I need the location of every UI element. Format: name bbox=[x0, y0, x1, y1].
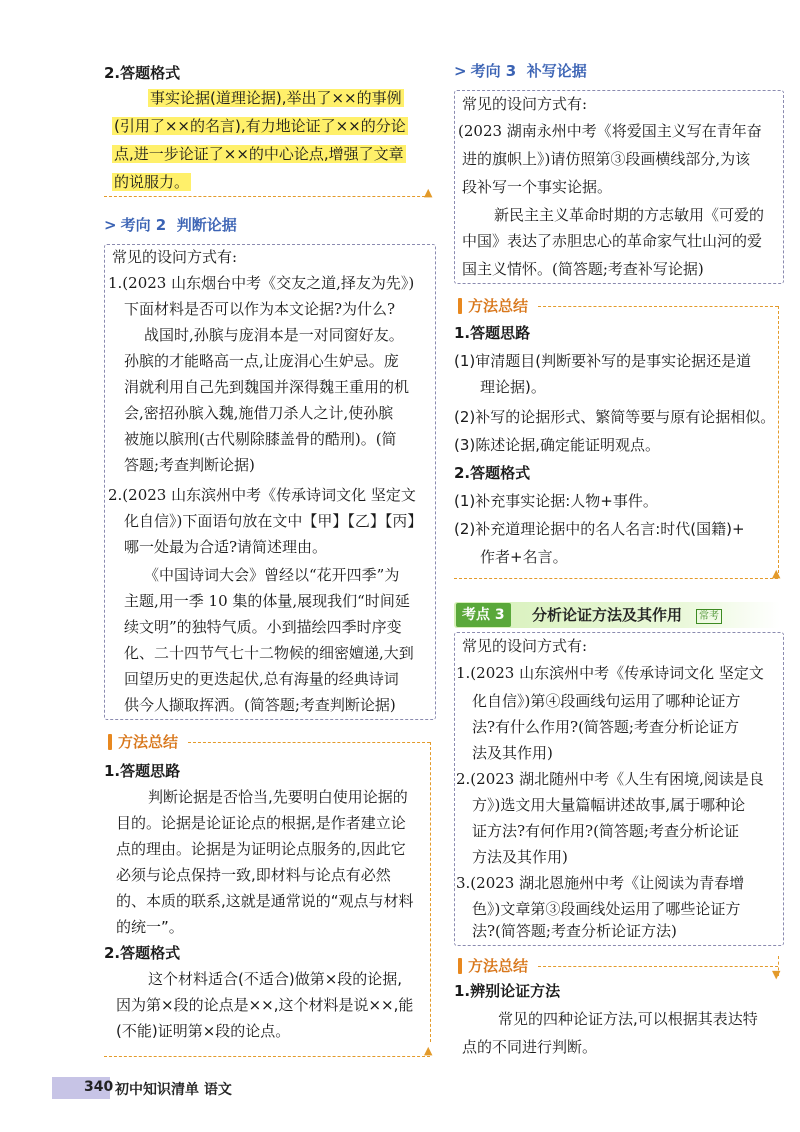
method-bar-icon bbox=[458, 298, 462, 314]
method-heading: 1.答题思路 bbox=[454, 324, 531, 342]
method-line: 作者+名言。 bbox=[480, 548, 568, 566]
q1-line: 孙膑的才能略高一点,让庞涓心生妒忌。庞 bbox=[124, 352, 399, 370]
method-line: 的、本质的联系,这就是通常说的“观点与材料 bbox=[116, 892, 414, 910]
method-line: 判断论据是否恰当,先要明白使用论据的 bbox=[148, 788, 408, 806]
method-line: (不能)证明第×段的论点。 bbox=[116, 1022, 291, 1040]
method-line: 因为第×段的论点是××,这个材料是说××,能 bbox=[116, 996, 414, 1014]
q-line: 2.(2023 湖北随州中考《人生有困境,阅读是良 bbox=[456, 770, 764, 788]
method-bar-icon bbox=[458, 958, 462, 974]
q1-line: 答题;考查判断论据) bbox=[124, 456, 255, 474]
q1-line: 战国时,孙膑与庞涓本是一对同窗好友。 bbox=[144, 326, 404, 344]
method-line: 目的。论据是论证论点的根据,是作者建立论 bbox=[116, 814, 406, 832]
question-intro: 常见的设问方式有: bbox=[462, 637, 588, 655]
chevron-right-icon: > bbox=[104, 216, 117, 234]
method-bar-icon bbox=[108, 734, 112, 750]
q-line: 1.(2023 山东滨州中考《传承诗词文化 坚定文 bbox=[456, 664, 764, 682]
q2-line: 2.(2023 山东滨州中考《传承诗词文化 坚定文 bbox=[108, 486, 416, 504]
q-line: 进的旗帜上》)请仿照第③段画横线部分,为该 bbox=[462, 150, 751, 168]
q-line: 色》)文章第③段画线处运用了哪些论证方 bbox=[472, 900, 741, 918]
q2-line: 续文明”的独特气质。小到描绘四季时序变 bbox=[124, 618, 402, 636]
q1-line: 下面材料是否可以作为本文论据?为什么? bbox=[124, 300, 396, 318]
question-intro: 常见的设问方式有: bbox=[462, 95, 588, 113]
method-line: 的统一”。 bbox=[116, 918, 184, 936]
q-line: 国主义情怀。(简答题;考查补写论据) bbox=[462, 260, 704, 278]
q-line: 方》)选文用大量篇幅讲述故事,属于哪种论 bbox=[472, 796, 746, 814]
divider bbox=[538, 966, 778, 967]
q1-line: 1.(2023 山东烟台中考《交友之道,择友为先》) bbox=[108, 274, 415, 292]
method-heading: 2.答题格式 bbox=[104, 944, 181, 962]
method-line: (2)补写的论据形式、繁简等要与原有论据相似。 bbox=[454, 408, 776, 426]
method-heading: 2.答题格式 bbox=[454, 464, 531, 482]
q-line: 中国》表达了赤胆忠心的革命家气壮山河的爱 bbox=[462, 232, 763, 250]
method-line: (1)补充事实论据:人物+事件。 bbox=[454, 492, 658, 510]
method-heading: 1.辨别论证方法 bbox=[454, 982, 561, 1000]
q-line: 证方法?有何作用?(简答题;考查分析论证 bbox=[472, 822, 739, 840]
q2-line: 《中国诗词大会》曾经以“花开四季”为 bbox=[144, 566, 400, 584]
method-line: 这个材料适合(不适合)做第×段的论据, bbox=[148, 970, 403, 988]
frequent-badge: 常考 bbox=[696, 609, 722, 624]
method-line: (2)补充道理论据中的名人名言:时代(国籍)+ bbox=[454, 520, 745, 538]
method-heading: 1.答题思路 bbox=[104, 762, 181, 780]
divider bbox=[104, 196, 430, 197]
divider bbox=[538, 306, 778, 307]
q-line: 法?有什么作用?(简答题;考查分析论证方 bbox=[472, 718, 739, 736]
q-line: (2023 湖南永州中考《将爱国主义写在青年奋 bbox=[458, 122, 762, 140]
q1-line: 涓就利用自己先到魏国并深得魏王重用的机 bbox=[124, 378, 410, 396]
q2-line: 回望历史的更迭起伏,总有海量的经典诗词 bbox=[124, 670, 399, 688]
arrow-up-icon: ▲ bbox=[424, 1044, 433, 1057]
question-intro: 常见的设问方式有: bbox=[112, 248, 238, 266]
divider bbox=[104, 1056, 430, 1057]
divider bbox=[188, 742, 430, 743]
method-line: 理论据)。 bbox=[480, 378, 546, 396]
method-title: 方法总结 bbox=[118, 733, 179, 751]
highlight-line-4: 的说服力。 bbox=[114, 173, 190, 191]
q2-line: 化、二十四节气七十二物候的细密嬗递,大到 bbox=[124, 644, 414, 662]
q-line: 化自信》)第④段画线句运用了哪种论证方 bbox=[472, 692, 741, 710]
kaoxiang-2-heading: > 考向 2 判断论据 bbox=[104, 216, 237, 234]
kaodian-title: 分析论证方法及其作用 bbox=[532, 606, 683, 624]
divider bbox=[430, 742, 431, 1042]
divider bbox=[454, 578, 778, 579]
divider bbox=[778, 306, 779, 578]
q2-line: 化自信》)下面语句放在文中【甲】【乙】【丙】 bbox=[124, 512, 423, 530]
q1-line: 会,密招孙膑入魏,施借刀杀人之计,使孙膑 bbox=[124, 404, 394, 422]
arrow-down-icon: ▼ bbox=[772, 968, 781, 981]
q-line: 方法及其作用) bbox=[472, 848, 568, 866]
method-line: (3)陈述论据,确定能证明观点。 bbox=[454, 436, 661, 454]
chevron-right-icon: > bbox=[454, 62, 467, 80]
arrow-up-icon: ▲ bbox=[424, 186, 433, 199]
book-title: 初中知识清单 语文 bbox=[115, 1082, 232, 1098]
method-line: 常见的四种论证方法,可以根据其表达特 bbox=[498, 1010, 758, 1028]
method-title: 方法总结 bbox=[468, 957, 529, 975]
q-line: 3.(2023 湖北恩施州中考《让阅读为青春增 bbox=[456, 874, 745, 892]
q-line: 段补写一个事实论据。 bbox=[462, 178, 613, 196]
method-line: 点的理由。论据是为证明论点服务的,因此它 bbox=[116, 840, 406, 858]
page-number: 340 bbox=[84, 1079, 114, 1095]
highlight-line-1: 事实论据(道理论据),举出了××的事例 bbox=[150, 89, 402, 107]
method-line: 必须与论点保持一致,即材料与论点有必然 bbox=[116, 866, 391, 884]
q2-line: 主题,用一季 10 集的体量,展现我们“时间延 bbox=[124, 592, 410, 610]
method-line: 点的不同进行判断。 bbox=[462, 1038, 598, 1056]
q-line: 法及其作用) bbox=[472, 744, 553, 762]
method-line: (1)审清题目(判断要补写的是事实论据还是道 bbox=[454, 352, 752, 370]
q1-line: 被施以膑刑(古代剔除膝盖骨的酷刑)。(简 bbox=[124, 430, 397, 448]
highlight-line-3: 点,进一步论证了××的中心论点,增强了文章 bbox=[114, 145, 404, 163]
highlight-line-2: (引用了××的名言),有力地论证了××的分论 bbox=[114, 117, 406, 135]
kaodian-tag: 考点 3 bbox=[456, 603, 511, 627]
kaoxiang-3-heading: > 考向 3 补写论据 bbox=[454, 62, 587, 80]
q-line: 新民主主义革命时期的方志敏用《可爱的 bbox=[494, 206, 765, 224]
q2-line: 哪一处最为合适?请简述理由。 bbox=[124, 538, 328, 556]
answer-format-heading: 2.答题格式 bbox=[104, 64, 181, 82]
arrow-up-icon: ▲ bbox=[772, 567, 781, 580]
q-line: 法?(简答题;考查分析论证方法) bbox=[472, 922, 677, 940]
q2-line: 供今人撷取挥洒。(简答题;考查判断论据) bbox=[124, 696, 396, 714]
method-title: 方法总结 bbox=[468, 297, 529, 315]
